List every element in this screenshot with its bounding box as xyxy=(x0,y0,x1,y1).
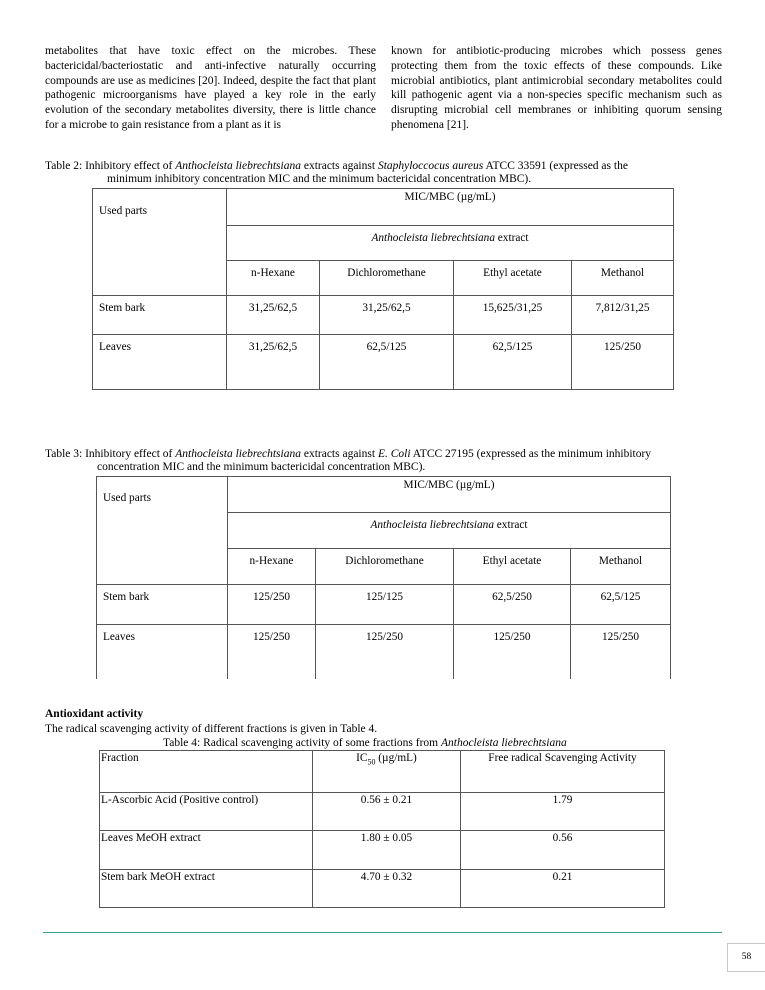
table2-caption-species: Anthocleista liebrechtsiana xyxy=(175,160,301,172)
table4-header-ic50: $IC_{50}$ (µg/mL) xyxy=(313,751,461,793)
table2-value-cell: 31,25/62,5 xyxy=(320,296,454,335)
table2-caption-line2: minimum inhibitory concentration MIC and the minimum bactericidal concentration MBC). xyxy=(107,173,532,186)
table3-value-cell: 62,5/125 xyxy=(571,585,671,625)
table-row xyxy=(97,585,671,625)
antioxidant-intro: The radical scavenging activity of different fractions is given in Table 4. xyxy=(45,723,378,735)
intro-left-column: metabolites that have toxic effect on the microbes. These bactericidal/bacteriostatic and anti-infective naturally occurring compounds are use as medicines [20]. Indeed, despite the fact that plant pathogenic microorganisms have played a key role in the early evolution of the secondary metabolites diversity, there is little chance for a microbe to gain resistance from a plant as it is xyxy=(45,45,376,131)
table4 xyxy=(99,750,665,908)
table2-caption xyxy=(45,160,719,187)
table3-value-cell: 125/250 xyxy=(228,625,316,679)
table2-col-header: Dichloromethane xyxy=(320,261,454,296)
table-row xyxy=(97,625,671,679)
table4-caption xyxy=(163,737,567,749)
footer-rule xyxy=(43,932,722,933)
table2-value-cell: 15,625/31,25 xyxy=(454,296,572,335)
table3-value-cell: 125/125 xyxy=(316,585,454,625)
table2-group-header: MIC/MBC (µg/mL) xyxy=(227,189,674,226)
table2 xyxy=(92,188,674,390)
table3-row-header: Used parts xyxy=(97,477,228,585)
table2-caption-mid: extracts against xyxy=(300,160,378,172)
page-number: 58 xyxy=(727,943,765,972)
table2-col-header: n-Hexane xyxy=(227,261,320,296)
table2-extract-header: Anthocleista liebrechtsiana extract xyxy=(227,226,674,261)
table2-value-cell: 31,25/62,5 xyxy=(227,335,320,390)
table3-caption-mid: extracts against xyxy=(300,448,378,460)
table2-col-header: Ethyl acetate xyxy=(454,261,572,296)
antioxidant-heading: Antioxidant activity xyxy=(45,708,144,720)
table3-part-cell: Stem bark xyxy=(97,585,228,625)
table3 xyxy=(96,476,671,679)
table4-activity-cell: 1.79 xyxy=(461,793,665,831)
table3-part-cell: Leaves xyxy=(97,625,228,679)
table4-fraction-cell: Leaves MeOH extract xyxy=(100,831,313,870)
table3-value-cell: 125/250 xyxy=(454,625,571,679)
table3-caption-line2: concentration MIC and the minimum bactericidal concentration MBC). xyxy=(97,461,426,474)
table4-fraction-cell: Stem bark MeOH extract xyxy=(100,870,313,908)
table4-fraction-cell: L-Ascorbic Acid (Positive control) xyxy=(100,793,313,831)
table3-caption-prefix: Table 3: Inhibitory effect of xyxy=(45,448,176,460)
table3-caption-species: Anthocleista liebrechtsiana xyxy=(175,448,301,460)
table2-col-header: Methanol xyxy=(572,261,674,296)
table2-part-cell: Leaves xyxy=(93,335,227,390)
table4-activity-cell: 0.21 xyxy=(461,870,665,908)
intro-right-column: known for antibiotic-producing microbes which possess genes protecting them from the toxic effects of these compounds. Like microbial antibiotics, plant antimicrobial secondary metabolites could kill pathogenic agent via a non-species specific mechanism such as disrupting microbial cell membranes or inhibiting quorum sensing phenomena [21]. xyxy=(391,45,722,131)
table4-activity-cell: 0.56 xyxy=(461,831,665,870)
table2-value-cell: 31,25/62,5 xyxy=(227,296,320,335)
table-row xyxy=(100,870,665,908)
table4-caption-prefix: Table 4: Radical scavenging activity of some fractions from xyxy=(163,737,441,749)
table2-caption-organism: Staphyloccocus aureus xyxy=(377,160,484,172)
table-row xyxy=(93,335,674,390)
table3-value-cell: 125/250 xyxy=(228,585,316,625)
table4-header-fraction: Fraction xyxy=(100,751,313,793)
table4-ic50-cell: 0.56 ± 0.21 xyxy=(313,793,461,831)
table3-caption-suffix: ATCC 27195 (expressed as the minimum inhibitory xyxy=(410,448,652,460)
table2-value-cell: 125/250 xyxy=(572,335,674,390)
table-row xyxy=(93,296,674,335)
table4-ic50-cell: 4.70 ± 0.32 xyxy=(313,870,461,908)
table3-group-header: MIC/MBC (µg/mL) xyxy=(228,477,671,513)
table3-col-header: Ethyl acetate xyxy=(454,549,571,585)
table4-header-activity: Free radical Scavenging Activity xyxy=(461,751,665,793)
table2-caption-prefix: Table 2: Inhibitory effect of xyxy=(45,160,176,172)
table2-caption-suffix: ATCC 33591 (expressed as the xyxy=(483,160,628,172)
table3-col-header: n-Hexane xyxy=(228,549,316,585)
table3-extract-header: Anthocleista liebrechtsiana extract xyxy=(228,513,671,549)
table3-caption xyxy=(45,448,719,475)
table3-value-cell: 125/250 xyxy=(316,625,454,679)
table-row xyxy=(100,831,665,870)
table-row xyxy=(100,793,665,831)
table2-part-cell: Stem bark xyxy=(93,296,227,335)
table3-col-header: Methanol xyxy=(571,549,671,585)
table2-row-header: Used parts xyxy=(93,189,227,296)
table2-value-cell: 7,812/31,25 xyxy=(572,296,674,335)
table3-value-cell: 62,5/250 xyxy=(454,585,571,625)
table2-value-cell: 62,5/125 xyxy=(454,335,572,390)
table3-value-cell: 125/250 xyxy=(571,625,671,679)
table3-caption-organism: E. Coli xyxy=(377,448,411,460)
table4-caption-species: Anthocleista liebrechtsiana xyxy=(440,737,567,749)
table4-ic50-cell: 1.80 ± 0.05 xyxy=(313,831,461,870)
table3-col-header: Dichloromethane xyxy=(316,549,454,585)
table2-value-cell: 62,5/125 xyxy=(320,335,454,390)
